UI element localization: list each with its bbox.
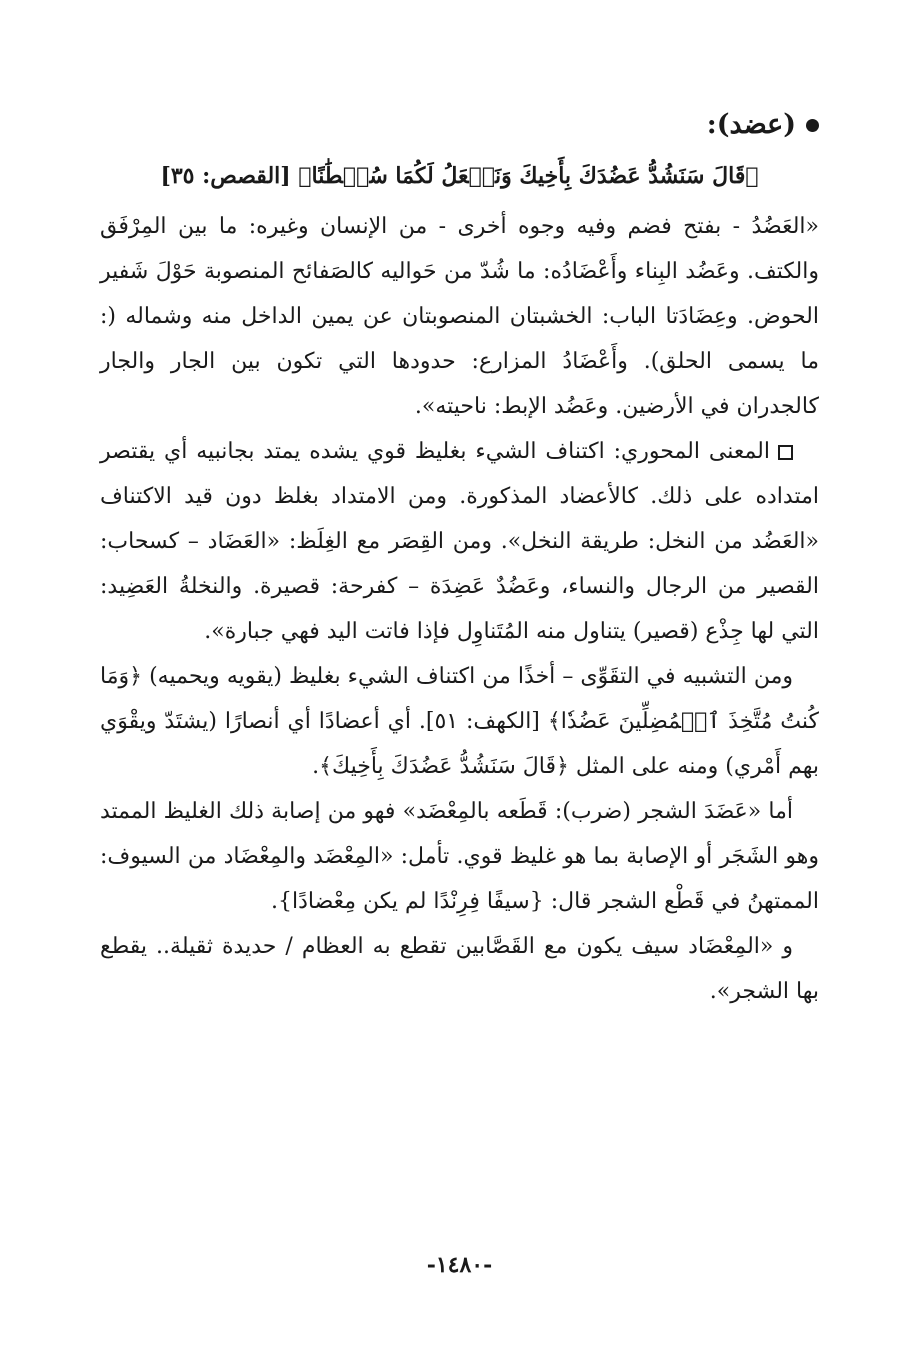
paragraph-cutting: أما «عَضَدَ الشجر (ضرب): قَطَعه بالمِعْضَد» فهو من إصابة ذلك الغليظ الممتد وهو الشَجَر أو الإصابة بما هو غليظ قوي. تأمل: «المِعْضَد والمِعْضَاد من السيوف: الممتهنُ في قَطْع الشجر قال: {سيفًا فِرِنْدًا لم يكن مِعْضادًا}. bbox=[100, 799, 819, 914]
quran-verse: ﴿قَالَ سَنَشُدُّ عَضُدَكَ بِأَخِيكَ وَنَجۡعَلُ لَكُمَا سُلۡطَٰنًا﴾ [القصص: ٣٥] bbox=[160, 163, 759, 189]
paragraph-core-meaning-text: المعنى المحوري: اكتناف الشيء بغليظ قوي يشده يمتد بجانبيه أي يقتصر امتداده على ذلك. كالأعضاد المذكورة. ومن الامتداد بغلظ دون قيد الاكتناف «العَضُد من النخل: طريقة النخل». ومن القِصَر مع الغِلَظ: «العَضَاد – كسحاب: القصير من الرجال والنساء، وعَضُدٌ عَضِدَة – كفرحة: قصيرة. والنخلةُ العَضِيد: التي لها جِذْع (قصير) يتناول منه المُتَناوِل فإذا فاتت اليد فهي جبارة». bbox=[100, 439, 819, 644]
paragraph-core-meaning bbox=[100, 429, 819, 654]
entry-heading-label: (عضد): bbox=[706, 109, 796, 140]
paragraph-definition: «العَضُدُ - بفتح فضم وفيه وجوه أخرى - من الإنسان وغيره: ما بين المِرْفَق والكتف. وعَضُد البِناء وأَعْضَادُه: ما شُدّ من حَواليه كالصَفائح المنصوبة حَوْلَ شَفير الحوض. وعِضَادَتا الباب: الخشبتان المنصوبتان عن يمين الداخل منه وشماله (: ما يسمى الحلق). وأَعْضَادُ المزارع: حدودها التي تكون بين الجار والجار كالجدران في الأرضين. وعَضُد الإبط: ناحيته». bbox=[100, 214, 819, 419]
bullet-icon bbox=[806, 119, 819, 132]
entry-heading bbox=[100, 100, 819, 150]
paragraph-sword: و «المِعْضَاد سيف يكون مع القَصَّابين تقطع به العظام / حديدة ثقيلة.. يقطع بها الشجر». bbox=[100, 934, 819, 1004]
page-number: -١٤٨٠- bbox=[426, 1252, 493, 1278]
square-marker-icon bbox=[778, 445, 793, 460]
page-content bbox=[100, 100, 819, 1014]
paragraph-metaphor: ومن التشبيه في التقَوِّى – أخذًا من اكتناف الشيء بغليظ (يقويه ويحميه) ﴿وَمَا كُنتُ مُتَّخِذَ ٱلۡمُضِلِّينَ عَضُدٗا﴾ [الكهف: ٥١]. أي أعضادًا أي أنصارًا (يشتَدّ ويقْوَي بهم أَمْري) ومنه على المثل ﴿قَالَ سَنَشُدُّ عَضُدَكَ بِأَخِيكَ﴾. bbox=[100, 664, 819, 779]
